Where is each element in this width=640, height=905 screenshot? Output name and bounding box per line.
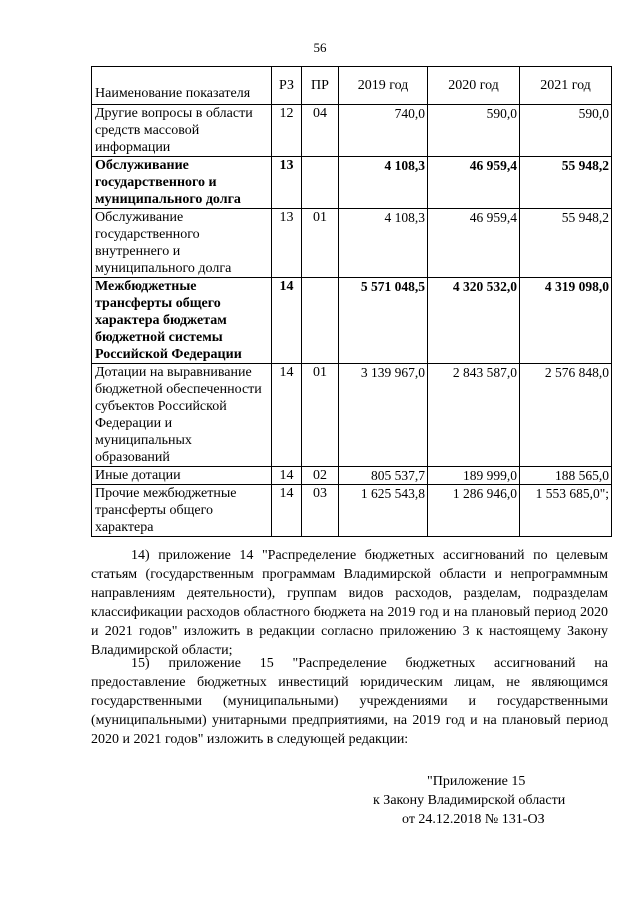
row-2021: 2 576 848,0 — [520, 364, 612, 467]
table-row — [92, 364, 612, 467]
row-rz: 14 — [272, 485, 302, 537]
row-pr: 01 — [302, 364, 339, 467]
row-2019: 805 537,7 — [339, 467, 428, 485]
row-name: Другие вопросы в области средств массовой информации — [92, 105, 272, 157]
row-2021: 590,0 — [520, 105, 612, 157]
table-header-row — [92, 67, 612, 105]
row-pr: 04 — [302, 105, 339, 157]
row-2020: 2 843 587,0 — [428, 364, 520, 467]
row-2019: 5 571 048,5 — [339, 278, 428, 364]
appendix-law: к Закону Владимирской области — [373, 793, 566, 808]
row-rz: 14 — [272, 364, 302, 467]
paragraph-15 — [91, 654, 608, 749]
header-name: Наименование показателя — [92, 67, 272, 105]
row-2020: 590,0 — [428, 105, 520, 157]
header-2021: 2021 год — [520, 67, 612, 105]
row-rz: 14 — [272, 467, 302, 485]
row-pr: 01 — [302, 209, 339, 278]
row-2019: 4 108,3 — [339, 209, 428, 278]
row-name: Межбюджетные трансферты общего характера бюджетам бюджетной системы Российской Федерации — [92, 278, 272, 364]
row-rz: 13 — [272, 209, 302, 278]
header-pr: ПР — [302, 67, 339, 105]
row-2020: 46 959,4 — [428, 209, 520, 278]
row-pr: 02 — [302, 467, 339, 485]
row-2021: 188 565,0 — [520, 467, 612, 485]
header-2020: 2020 год — [428, 67, 520, 105]
row-pr — [302, 157, 339, 209]
row-rz: 13 — [272, 157, 302, 209]
paragraph-14-text: 14) приложение 14 "Распределение бюджетных ассигнований по целевым статьям (государственным программам Владимирской области и непрограммным направлениям деятельности), группам видов расходов, разделам, подразделам классификации расходов областного бюджета на 2019 год и на плановый период 2020 и 2021 годов" изложить в редакции согласно приложению 3 к настоящему Закону Владимирской области; — [91, 548, 608, 658]
paragraph-15-text: 15) приложение 15 "Распределение бюджетных ассигнований на предоставление бюджетных инвестиций юридическим лицам, не являющимся государственными (муниципальными) учреждениями и государственными (муниципальными) унитарными предприятиями, на 2019 год и на плановый период 2020 и 2021 годов" изложить в следующей редакции: — [91, 656, 608, 747]
table-row — [92, 209, 612, 278]
row-2021: 1 553 685,0"; — [520, 485, 612, 537]
table-row — [92, 467, 612, 485]
budget-table — [91, 66, 612, 537]
table-row — [92, 157, 612, 209]
row-2020: 4 320 532,0 — [428, 278, 520, 364]
row-2020: 46 959,4 — [428, 157, 520, 209]
row-2021: 4 319 098,0 — [520, 278, 612, 364]
row-name: Прочие межбюджетные трансферты общего характера — [92, 485, 272, 537]
row-2020: 1 286 946,0 — [428, 485, 520, 537]
row-pr: 03 — [302, 485, 339, 537]
row-pr — [302, 278, 339, 364]
header-rz: РЗ — [272, 67, 302, 105]
row-2020: 189 999,0 — [428, 467, 520, 485]
row-2021: 55 948,2 — [520, 209, 612, 278]
page-number: 56 — [313, 40, 327, 55]
row-rz: 14 — [272, 278, 302, 364]
table-row — [92, 278, 612, 364]
appendix-header — [360, 772, 610, 829]
header-2019: 2019 год — [339, 67, 428, 105]
row-2019: 3 139 967,0 — [339, 364, 428, 467]
row-2019: 740,0 — [339, 105, 428, 157]
table-row — [92, 105, 612, 157]
row-rz: 12 — [272, 105, 302, 157]
row-2021: 55 948,2 — [520, 157, 612, 209]
paragraph-14 — [91, 546, 608, 660]
row-2019: 4 108,3 — [339, 157, 428, 209]
row-name: Дотации на выравнивание бюджетной обеспеченности субъектов Российской Федерации и муниципальных образований — [92, 364, 272, 467]
row-name: Иные дотации — [92, 467, 272, 485]
appendix-title: "Приложение 15 — [427, 774, 526, 789]
appendix-date: от 24.12.2018 № 131-ОЗ — [402, 812, 545, 827]
row-name: Обслуживание государственного и муниципального долга — [92, 157, 272, 209]
table-row — [92, 485, 612, 537]
row-2019: 1 625 543,8 — [339, 485, 428, 537]
row-name: Обслуживание государственного внутреннего и муниципального долга — [92, 209, 272, 278]
